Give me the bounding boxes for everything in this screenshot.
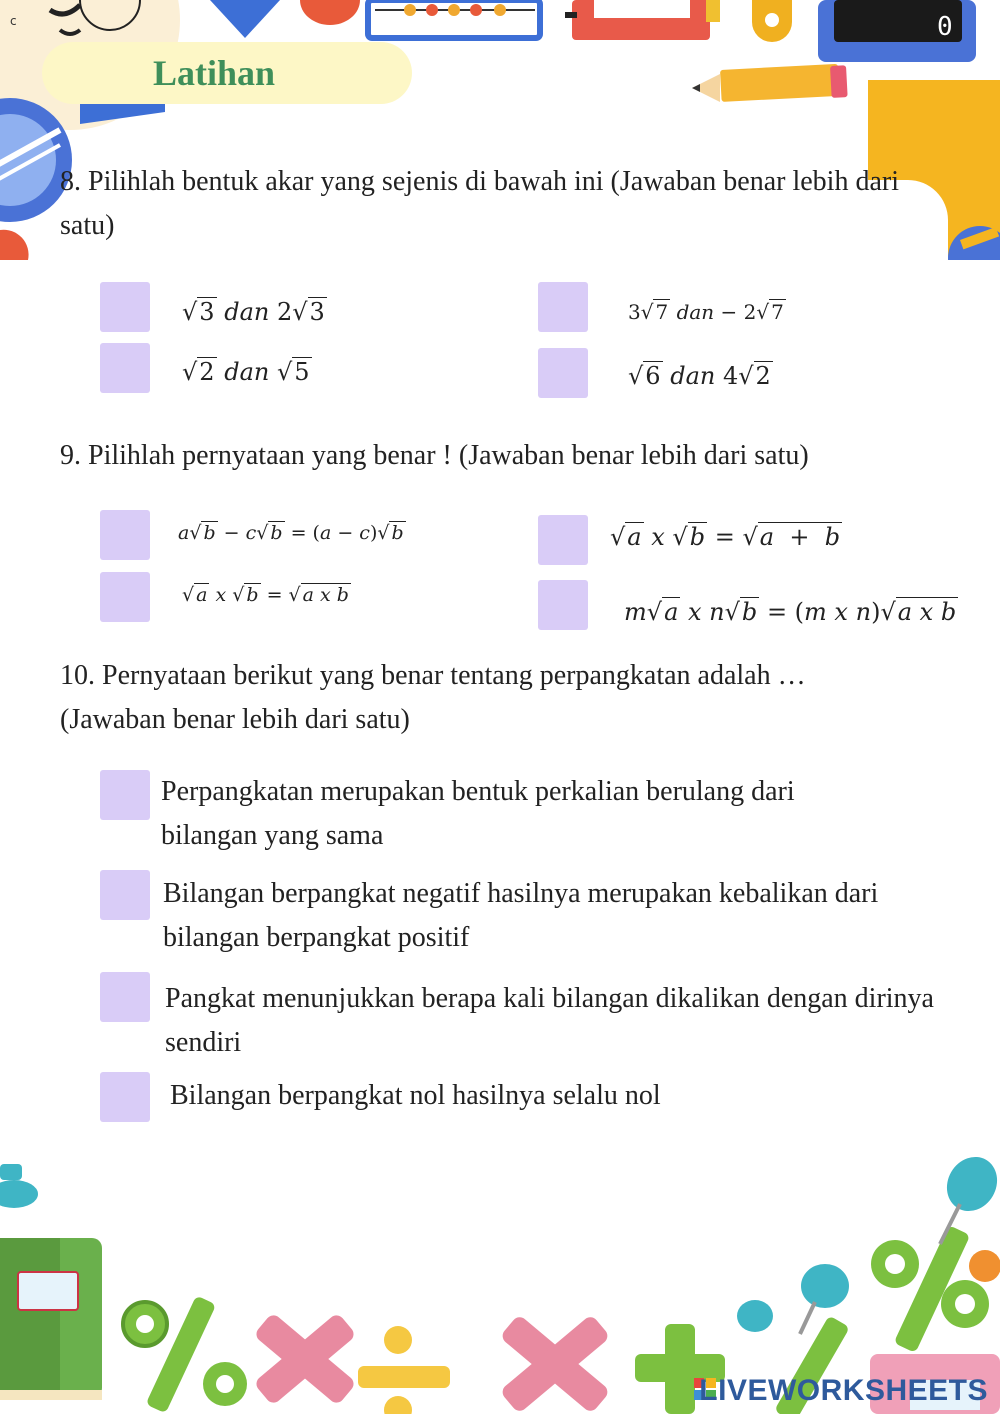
q9-option-4-checkbox[interactable] [538, 580, 588, 630]
q9-option-4-label: m√a x n√b = (m x n)√a x b [624, 598, 957, 626]
q9-option-2-checkbox[interactable] [538, 515, 588, 565]
q10-option-4-checkbox[interactable] [100, 1072, 150, 1122]
q9-option-1-checkbox[interactable] [100, 510, 150, 560]
q9-option-3-checkbox[interactable] [100, 572, 150, 622]
q8-option-2-label: 3√ 7 dan − 2√ 7 [628, 300, 784, 324]
q10-option-1-label: Perpangkatan merupakan bentuk perkalian berulang dari bilangan yang sama [161, 776, 795, 851]
q9-option-2-label: √a x √b = √a + b [610, 523, 841, 551]
q9-option-1-label: a√ b − c√ b = (a − c)√ b [178, 522, 404, 544]
q8-option-1-checkbox[interactable] [100, 282, 150, 332]
q8-option-1-label: √3 dan 2√3 [182, 298, 325, 326]
q10-option-4-label: Bilangan berpangkat nol hasilnya selalu nol [170, 1080, 661, 1111]
page-title: Latihan [153, 53, 276, 93]
question-8-text: 8. Pilihlah bentuk akar yang sejenis di bawah ini (Jawaban benar lebih dari satu) [60, 166, 899, 241]
q8-option-3-label: √2 dan √5 [182, 358, 310, 386]
question-9-text: 9. Pilihlah pernyataan yang benar ! (Jawaban benar lebih dari satu) [60, 440, 809, 471]
svg-text:c: c [10, 14, 17, 28]
q10-option-3-label: Pangkat menunjukkan berapa kali bilangan dikalikan dengan dirinya sendiri [165, 983, 934, 1058]
q8-option-2-checkbox[interactable] [538, 282, 588, 332]
q10-option-2-checkbox[interactable] [100, 870, 150, 920]
q10-option-3-checkbox[interactable] [100, 972, 150, 1022]
q10-option-2-label: Bilangan berpangkat negatif hasilnya merupakan kebalikan dari bilangan berpangkat positif [163, 878, 879, 953]
calculator-display: 0 [937, 12, 953, 42]
question-10-text: 10. Pernyataan berikut yang benar tentang perpangkatan adalah … (Jawaban benar lebih dari satu) [60, 660, 806, 735]
q9-option-3-label: √ a x √ b = √ a x b [182, 584, 349, 606]
q8-option-3-checkbox[interactable] [100, 343, 150, 393]
q8-option-4-label: √6 dan 4√2 [628, 362, 771, 390]
q10-option-1-checkbox[interactable] [100, 770, 150, 820]
q8-option-4-checkbox[interactable] [538, 348, 588, 398]
brand-watermark[interactable]: LIVEWORKSHEETS [699, 1374, 988, 1407]
